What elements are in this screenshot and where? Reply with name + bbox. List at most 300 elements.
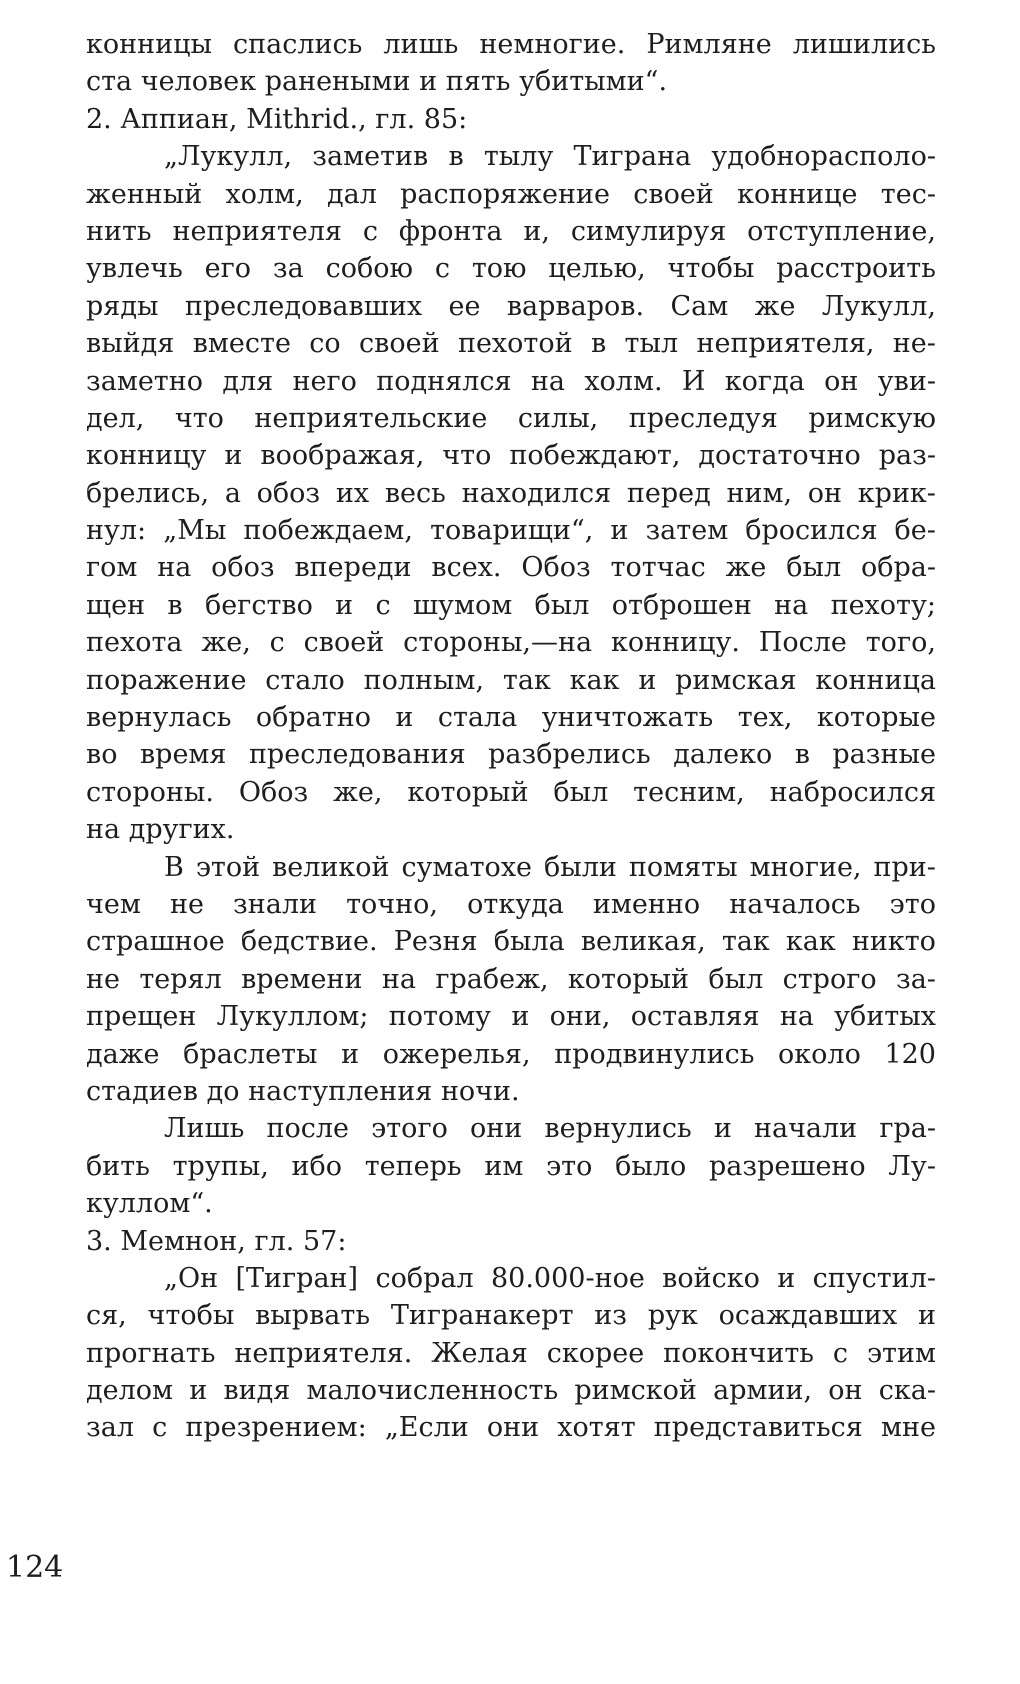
- word: фронта: [398, 215, 503, 247]
- word: обра-: [860, 552, 936, 584]
- word: ска-: [878, 1375, 936, 1407]
- word: был: [786, 552, 842, 584]
- text-line: [86, 363, 936, 400]
- word: в: [167, 589, 183, 621]
- word: была: [493, 926, 565, 958]
- page-body: [86, 26, 936, 1447]
- word: лишь: [383, 29, 459, 60]
- text-line: [86, 811, 936, 848]
- word: и: [341, 1038, 360, 1070]
- word: выйдя: [86, 328, 175, 360]
- word: пехота: [86, 627, 183, 659]
- word: дел,: [86, 402, 145, 434]
- text-line: [86, 624, 936, 661]
- word: неприятеля: [172, 215, 342, 247]
- word: И: [681, 365, 706, 397]
- word: оставляя: [630, 1001, 760, 1033]
- word: представиться: [653, 1412, 863, 1444]
- word: они: [486, 1412, 540, 1444]
- word: рук: [647, 1300, 698, 1332]
- text-line: [86, 288, 936, 325]
- word: знали: [233, 888, 318, 920]
- word: Обоз: [238, 776, 309, 808]
- word: бегство: [204, 589, 313, 621]
- word: немногие.: [479, 29, 626, 60]
- word: Лукулл,: [821, 290, 936, 322]
- text-line: [86, 475, 936, 512]
- word: чтобы: [147, 1300, 235, 1332]
- word: и: [713, 1113, 732, 1145]
- word: тылу: [483, 141, 554, 173]
- word: заметив: [312, 141, 429, 173]
- word: в: [448, 141, 464, 173]
- word: собою: [325, 253, 413, 285]
- word: же,: [333, 776, 383, 808]
- word: как: [569, 664, 620, 696]
- word: когда: [724, 365, 805, 397]
- text-line: [86, 998, 936, 1035]
- word: при-: [873, 851, 936, 883]
- word: преследуя: [628, 402, 778, 434]
- word: его: [204, 253, 252, 285]
- word: ним,: [726, 477, 793, 509]
- text-line: [86, 1185, 936, 1222]
- word: обоз: [211, 552, 275, 584]
- word: [Тигран]: [235, 1262, 359, 1294]
- word: около: [778, 1038, 861, 1070]
- word: своей: [303, 627, 385, 659]
- word: не-: [892, 328, 936, 360]
- word: конницу: [86, 440, 207, 472]
- word: поднялся: [376, 365, 512, 397]
- word: начали: [753, 1113, 858, 1145]
- word: брелись,: [86, 477, 210, 509]
- word: Тиграна: [573, 141, 692, 173]
- word: 57:: [303, 1225, 347, 1257]
- word: откуда: [467, 888, 564, 920]
- word: и: [777, 1262, 796, 1294]
- word: воображая,: [260, 440, 425, 472]
- word: это: [889, 888, 936, 920]
- text-line: [86, 1073, 936, 1110]
- text-line: [86, 587, 936, 624]
- page-number: 124: [6, 1550, 64, 1585]
- word: целью,: [548, 253, 646, 285]
- word: на: [381, 963, 416, 995]
- word: страшное: [86, 926, 225, 958]
- word: армии,: [713, 1375, 813, 1407]
- word: войско: [662, 1262, 760, 1294]
- text-line: [86, 250, 936, 287]
- word: увлечь: [86, 253, 183, 285]
- word: с: [375, 589, 391, 621]
- word: с: [832, 1337, 849, 1369]
- text-line: [86, 1372, 936, 1409]
- word: на: [779, 1001, 814, 1033]
- word: ибо: [291, 1150, 343, 1182]
- word: этим: [866, 1337, 936, 1369]
- word: который: [407, 776, 529, 808]
- word: ее: [448, 290, 481, 322]
- word: он: [807, 477, 843, 509]
- word: бедствие.: [240, 926, 378, 958]
- word: которые: [816, 702, 936, 734]
- word: Аппиан,: [120, 103, 238, 135]
- word: шумом: [412, 589, 513, 621]
- word: товарищи“,: [430, 515, 594, 547]
- word: находился: [461, 477, 612, 509]
- word: удобнорасполо-: [711, 141, 936, 173]
- word: холм.: [584, 365, 663, 397]
- word: других.: [128, 814, 235, 846]
- word: был: [553, 776, 609, 808]
- word: теперь: [364, 1150, 462, 1182]
- word: преследовавших: [184, 290, 423, 322]
- word: зал: [86, 1412, 134, 1444]
- word: поражение: [86, 664, 247, 696]
- word: крик-: [857, 477, 936, 509]
- text-line: [86, 213, 936, 250]
- word: в: [794, 739, 810, 771]
- word: помяты: [628, 851, 738, 883]
- word: не: [86, 963, 120, 995]
- word: трупы,: [172, 1150, 269, 1182]
- word: этой: [195, 851, 261, 883]
- word: Лу-: [888, 1150, 936, 1182]
- word: их: [335, 477, 370, 509]
- word: не: [169, 888, 204, 920]
- text-line: [86, 1148, 936, 1185]
- word: были: [544, 851, 617, 883]
- word: строго: [782, 963, 877, 995]
- word: так: [502, 664, 551, 696]
- word: что: [442, 440, 492, 472]
- word: именно: [592, 888, 701, 920]
- word: Mithrid.,: [246, 103, 367, 135]
- word: презрением:: [185, 1412, 367, 1444]
- word: с: [152, 1412, 168, 1444]
- word: „Если: [384, 1412, 469, 1444]
- word: с: [434, 253, 450, 285]
- word: куллом“.: [86, 1188, 213, 1220]
- word: потому: [388, 1001, 492, 1033]
- word: Желая: [431, 1337, 528, 1369]
- word: убитых: [834, 1001, 936, 1033]
- word: с: [362, 215, 378, 247]
- word: 85:: [423, 103, 468, 135]
- word: многие,: [749, 851, 862, 883]
- word: неприятеля.: [234, 1337, 413, 1369]
- word: наступления: [248, 1075, 433, 1107]
- word: и: [224, 440, 243, 472]
- word: и: [335, 589, 354, 621]
- word: 80.000-ное: [490, 1262, 645, 1294]
- text-line: [86, 699, 936, 736]
- word: холм,: [225, 178, 304, 210]
- word: же: [754, 290, 796, 322]
- word: гл.: [254, 1225, 295, 1257]
- word: полным,: [363, 664, 485, 696]
- word: мне: [880, 1412, 936, 1444]
- word: во: [86, 739, 118, 771]
- word: варваров.: [506, 290, 645, 322]
- word: браслеты: [183, 1038, 318, 1070]
- word: покончить: [663, 1337, 814, 1369]
- word: чтобы: [667, 253, 755, 285]
- word: Резня: [393, 926, 478, 958]
- word: прещен: [86, 1001, 197, 1033]
- word: стадиев: [86, 1075, 198, 1107]
- word: далеко: [673, 739, 773, 771]
- text-line: [86, 138, 936, 175]
- word: малочисленность: [306, 1375, 559, 1407]
- word: осаждавших: [718, 1300, 898, 1332]
- text-line: [86, 26, 936, 63]
- word: нить: [86, 215, 152, 247]
- word: на: [774, 589, 809, 621]
- word: обоз: [256, 477, 321, 509]
- word: вырвать: [255, 1300, 371, 1332]
- text-line: [86, 549, 936, 586]
- word: римская: [675, 664, 797, 696]
- word: этого: [371, 1113, 448, 1145]
- word: Обоз: [521, 552, 591, 584]
- word: а: [224, 477, 241, 509]
- word: разбрелись: [488, 739, 651, 771]
- word: вернулась: [86, 702, 232, 734]
- word: стороны.: [86, 776, 214, 808]
- word: за-: [895, 963, 936, 995]
- word: хотят: [557, 1412, 636, 1444]
- text-line: [86, 1110, 936, 1147]
- word: стало: [265, 664, 345, 696]
- word: пехотой: [457, 328, 573, 360]
- word: бросился: [745, 515, 878, 547]
- word: так: [721, 926, 770, 958]
- word: как: [785, 926, 836, 958]
- word: отступление,: [747, 215, 936, 247]
- word: коннице: [737, 178, 858, 210]
- word: точно,: [346, 888, 439, 920]
- text-line: [86, 176, 936, 213]
- word: с: [269, 627, 285, 659]
- text-line: [86, 736, 936, 773]
- text-line: [86, 1260, 936, 1297]
- word: перед: [626, 477, 711, 509]
- word: впереди: [294, 552, 412, 584]
- word: после: [266, 1113, 349, 1145]
- word: конница: [815, 664, 936, 696]
- word: заметно: [86, 365, 203, 397]
- word: весь: [384, 477, 446, 509]
- word: и: [395, 702, 414, 734]
- word: щен: [86, 589, 146, 621]
- word: на: [86, 814, 121, 846]
- word: конницы: [86, 29, 212, 60]
- text-line: [86, 1297, 936, 1334]
- word: тес-: [880, 178, 936, 210]
- word: был: [534, 589, 590, 621]
- word: „Лукулл,: [164, 141, 293, 173]
- word: продвинулись: [554, 1038, 755, 1070]
- word: и: [189, 1375, 208, 1407]
- word: на: [157, 552, 192, 584]
- word: ся,: [86, 1300, 127, 1332]
- word: на: [530, 365, 565, 397]
- word: 3.: [86, 1225, 112, 1257]
- word: римскую: [808, 402, 936, 434]
- word: что: [174, 402, 224, 434]
- word: делом: [86, 1375, 174, 1407]
- word: человек: [140, 66, 257, 98]
- word: же,: [201, 627, 251, 659]
- word: он: [824, 365, 859, 397]
- word: „Мы: [163, 515, 227, 547]
- text-line: [86, 886, 936, 923]
- word: уви-: [877, 365, 936, 397]
- text-line: [86, 437, 936, 474]
- word: никто: [851, 926, 936, 958]
- word: „Он: [164, 1262, 219, 1294]
- word: ночи.: [440, 1075, 520, 1107]
- word: терял: [139, 963, 222, 995]
- word: симулируя: [570, 215, 727, 247]
- word: убитыми“.: [519, 66, 668, 98]
- word: суматохе: [401, 851, 533, 883]
- word: всех.: [431, 552, 502, 584]
- word: пехоту;: [830, 589, 936, 621]
- word: разрешено: [708, 1150, 866, 1182]
- word: спаслись: [233, 29, 363, 60]
- word: и: [610, 515, 629, 547]
- word: 120: [884, 1038, 936, 1070]
- word: женный: [86, 178, 203, 210]
- word: из: [594, 1300, 628, 1332]
- word: побеждаем,: [243, 515, 413, 547]
- word: тесним,: [633, 776, 745, 808]
- word: и,: [523, 215, 550, 247]
- word: своей: [633, 178, 714, 210]
- word: ранеными: [264, 66, 411, 98]
- word: лишились: [792, 29, 936, 60]
- text-line: [86, 923, 936, 960]
- word: уничтожать: [541, 702, 714, 734]
- word: за: [272, 253, 304, 285]
- word: грабеж,: [435, 963, 549, 995]
- text-line: [86, 1223, 936, 1260]
- word: они: [469, 1113, 523, 1145]
- text-line: [86, 325, 936, 362]
- word: видя: [223, 1375, 291, 1407]
- word: ста: [86, 66, 133, 98]
- text-line: [86, 849, 936, 886]
- word: стороны,—на: [403, 627, 593, 659]
- word: тою: [471, 253, 527, 285]
- word: они,: [549, 1001, 611, 1033]
- word: распоряжение: [400, 178, 610, 210]
- word: В: [164, 851, 184, 883]
- word: Тигранакерт: [390, 1300, 574, 1332]
- word: Римляне: [646, 29, 772, 60]
- word: был: [708, 963, 764, 995]
- word: ожерелья,: [382, 1038, 531, 1070]
- word: нул:: [86, 515, 147, 547]
- word: После: [758, 627, 847, 659]
- word: время: [139, 739, 227, 771]
- word: началось: [729, 888, 861, 920]
- word: было: [615, 1150, 687, 1182]
- word: скорее: [546, 1337, 645, 1369]
- word: 2.: [86, 103, 112, 135]
- word: чем: [86, 888, 141, 920]
- word: набросился: [769, 776, 936, 808]
- word: Лукуллом;: [216, 1001, 369, 1033]
- word: Мемнон,: [120, 1225, 246, 1257]
- word: со: [309, 328, 341, 360]
- word: тех,: [737, 702, 793, 734]
- word: до: [206, 1075, 240, 1107]
- text-line: [86, 1036, 936, 1073]
- word: ряды: [86, 290, 159, 322]
- word: бе-: [894, 515, 936, 547]
- word: затем: [645, 515, 729, 547]
- word: собрал: [375, 1262, 474, 1294]
- word: прогнать: [86, 1337, 216, 1369]
- word: великая,: [580, 926, 706, 958]
- word: него: [292, 365, 357, 397]
- text-line: [86, 1409, 936, 1446]
- word: он: [828, 1375, 863, 1407]
- word: Лишь: [164, 1113, 245, 1145]
- word: гл.: [375, 103, 416, 135]
- word: для: [222, 365, 274, 397]
- word: конницу.: [610, 627, 740, 659]
- word: времени: [241, 963, 363, 995]
- word: достаточно: [698, 440, 861, 472]
- word: который: [567, 963, 689, 995]
- word: и: [638, 664, 657, 696]
- word: расстроить: [776, 253, 936, 285]
- word: им: [484, 1150, 524, 1182]
- word: своей: [359, 328, 440, 360]
- text-line: [86, 63, 936, 100]
- word: отброшен: [611, 589, 752, 621]
- word: и: [917, 1300, 936, 1332]
- word: тотчас: [610, 552, 706, 584]
- text-line: [86, 1335, 936, 1372]
- word: неприятельские: [254, 402, 488, 434]
- word: великой: [272, 851, 390, 883]
- word: тыл: [624, 328, 679, 360]
- word: бить: [86, 1150, 150, 1182]
- word: разные: [832, 739, 936, 771]
- word: и: [419, 66, 438, 98]
- word: же: [725, 552, 767, 584]
- word: и: [511, 1001, 530, 1033]
- word: силы,: [517, 402, 599, 434]
- word: гом: [86, 552, 138, 584]
- text-line: [86, 774, 936, 811]
- word: побеждают,: [509, 440, 681, 472]
- word: дал: [327, 178, 377, 210]
- word: в: [590, 328, 607, 360]
- word: неприятеля,: [696, 328, 875, 360]
- word: гра-: [879, 1113, 936, 1145]
- word: это: [546, 1150, 593, 1182]
- word: Сам: [670, 290, 729, 322]
- text-line: [86, 101, 936, 138]
- text-line: [86, 400, 936, 437]
